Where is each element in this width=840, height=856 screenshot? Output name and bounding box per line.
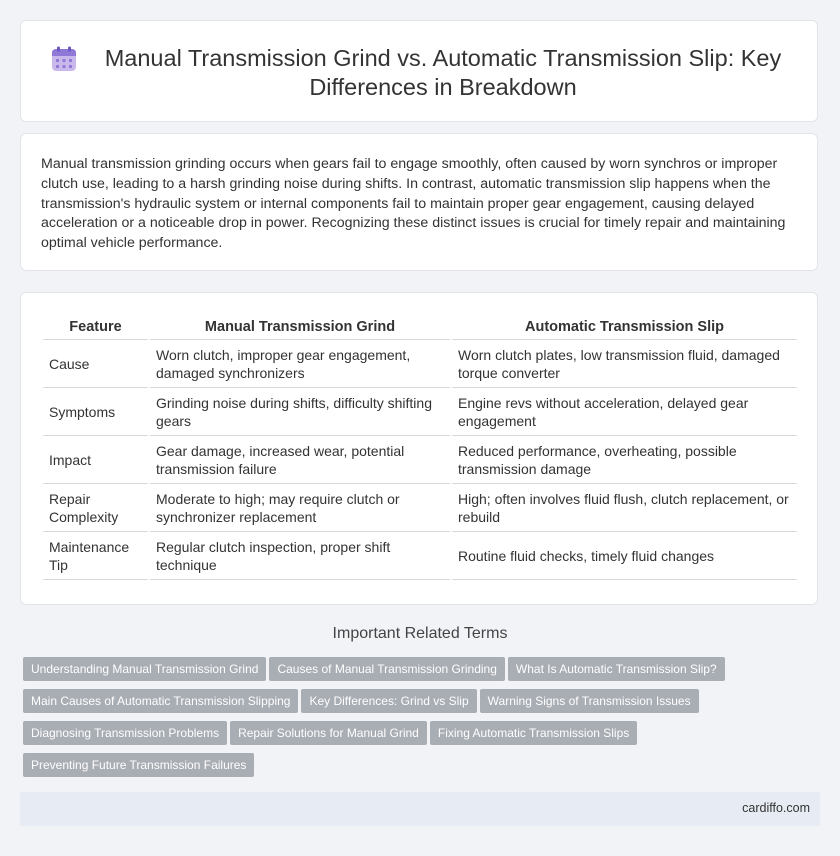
- related-terms-list: [23, 657, 803, 785]
- related-term-tag[interactable]: Preventing Future Transmission Failures: [23, 753, 254, 777]
- cell-automatic: Routine fluid checks, timely fluid changes: [452, 532, 797, 580]
- header-card: [20, 20, 818, 122]
- calendar-icon: [51, 46, 77, 72]
- footer: [20, 792, 820, 826]
- cell-automatic: Reduced performance, overheating, possible transmission damage: [452, 436, 797, 484]
- related-term-tag[interactable]: Repair Solutions for Manual Grind: [230, 721, 427, 745]
- table-row: [43, 484, 797, 532]
- cell-feature: Cause: [43, 340, 148, 388]
- intro-paragraph: Manual transmission grinding occurs when gears fail to engage smoothly, often caused by worn synchros or improper clutch use, leading to a harsh grinding noise during shifts. In contrast, automatic transmission slip happens when the transmission's hydraulic system or internal components fail to maintain proper gear engagement, causing delayed acceleration or a noticeable drop in power. Recognizing these distinct issues is crucial for timely repair and maintaining optimal vehicle performance.: [41, 156, 786, 252]
- header-manual: Manual Transmission Grind: [150, 315, 450, 340]
- table-row: [43, 436, 797, 484]
- cell-automatic: Engine revs without acceleration, delayed gear engagement: [452, 388, 797, 436]
- cell-automatic: High; often involves fluid flush, clutch replacement, or rebuild: [452, 484, 797, 532]
- related-term-tag[interactable]: What Is Automatic Transmission Slip?: [508, 657, 725, 681]
- related-term-tag[interactable]: Causes of Manual Transmission Grinding: [269, 657, 504, 681]
- cell-feature: Impact: [43, 436, 148, 484]
- cell-manual: Gear damage, increased wear, potential transmission failure: [150, 436, 450, 484]
- table-row: [43, 340, 797, 388]
- table-row: [43, 532, 797, 580]
- footer-site-link[interactable]: cardiffo.com: [742, 801, 810, 815]
- intro-card: [20, 133, 818, 271]
- cell-manual: Regular clutch inspection, proper shift technique: [150, 532, 450, 580]
- header-automatic: Automatic Transmission Slip: [452, 315, 797, 340]
- page-title: Manual Transmission Grind vs. Automatic Transmission Slip: Key Differences in Breakdown: [104, 45, 782, 100]
- cell-feature: Maintenance Tip: [43, 532, 148, 580]
- cell-manual: Grinding noise during shifts, difficulty shifting gears: [150, 388, 450, 436]
- related-term-tag[interactable]: Understanding Manual Transmission Grind: [23, 657, 266, 681]
- related-term-tag[interactable]: Warning Signs of Transmission Issues: [480, 689, 699, 713]
- related-terms-title: Important Related Terms: [332, 625, 508, 642]
- cell-manual: Moderate to high; may require clutch or synchronizer replacement: [150, 484, 450, 532]
- related-term-tag[interactable]: Key Differences: Grind vs Slip: [301, 689, 476, 713]
- cell-feature: Symptoms: [43, 388, 148, 436]
- related-term-tag[interactable]: Fixing Automatic Transmission Slips: [430, 721, 637, 745]
- cell-automatic: Worn clutch plates, low transmission fluid, damaged torque converter: [452, 340, 797, 388]
- header-feature: Feature: [43, 315, 148, 340]
- table-row: [43, 388, 797, 436]
- comparison-table: [41, 315, 799, 580]
- cell-manual: Worn clutch, improper gear engagement, damaged synchronizers: [150, 340, 450, 388]
- related-term-tag[interactable]: Main Causes of Automatic Transmission Slipping: [23, 689, 298, 713]
- comparison-table-card: [20, 292, 818, 605]
- table-header-row: [43, 315, 797, 340]
- cell-feature: Repair Complexity: [43, 484, 148, 532]
- related-term-tag[interactable]: Diagnosing Transmission Problems: [23, 721, 227, 745]
